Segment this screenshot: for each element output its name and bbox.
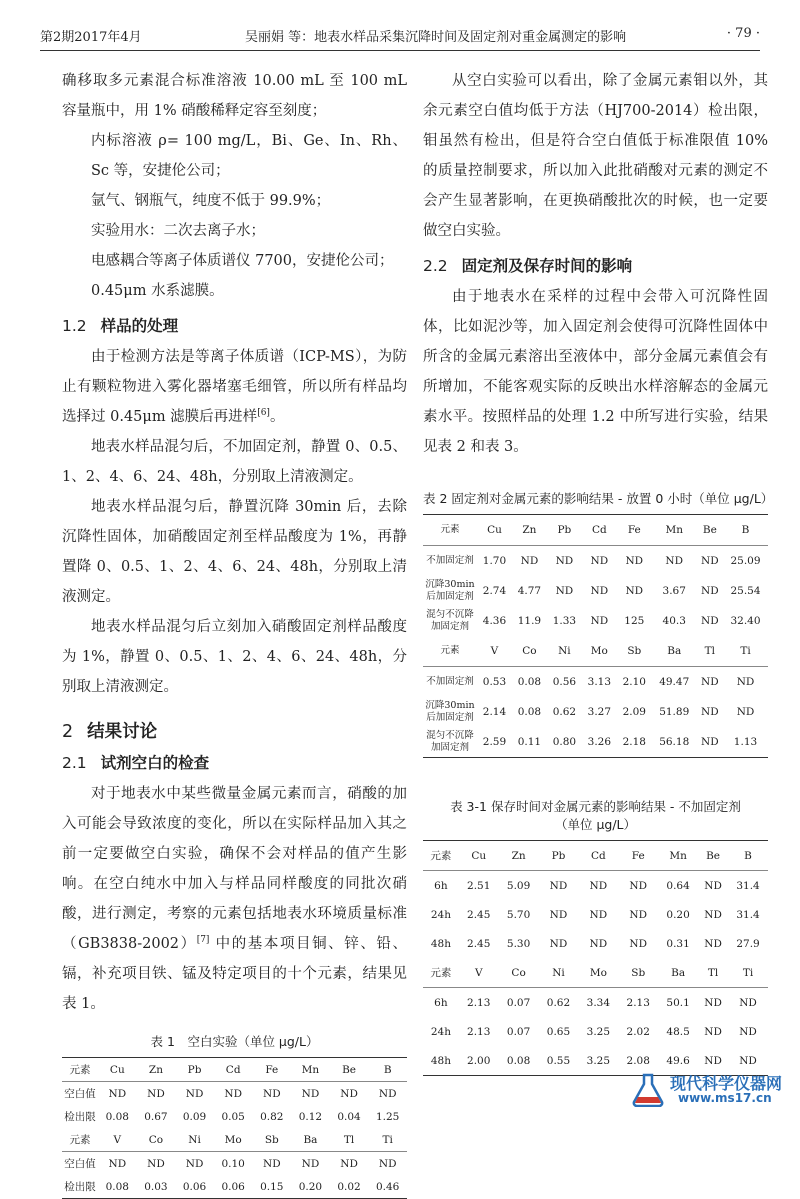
table-cell: Zn xyxy=(522,524,537,536)
table-cell: ND xyxy=(701,706,719,718)
row-header-cell: 元素 xyxy=(69,1064,91,1076)
watermark-site-name: 现代科学仪器网 xyxy=(670,1074,783,1093)
row-header-cell: 不加固定剂 xyxy=(426,676,474,687)
list-item: 氩气、钢瓶气，纯度不低于 99.9%； xyxy=(91,193,331,209)
row-header-cell: 48h xyxy=(430,937,451,950)
table-cell: ND xyxy=(625,585,644,597)
section-number: 2.1 xyxy=(62,754,87,772)
table-cell: ND xyxy=(736,676,755,688)
table-cell: ND xyxy=(549,937,568,950)
right-column xyxy=(423,66,774,1076)
table-header-row xyxy=(62,1058,407,1082)
row-header-cell: 48h xyxy=(430,1054,451,1067)
table-cell: 2.45 xyxy=(467,937,491,950)
paragraph: 地表水样品混匀后，不加固定剂，静置 0、0.5、1、2、4、6、24、48h，分别取上清液测定。 xyxy=(62,439,407,485)
table-cell: ND xyxy=(704,908,722,921)
table-cell: 49.47 xyxy=(659,676,690,688)
table-cell: 0.03 xyxy=(144,1180,168,1193)
table-cell: 5.30 xyxy=(506,937,531,950)
table-cell: Fe xyxy=(265,1063,279,1076)
table-cell: Sb xyxy=(631,966,646,979)
table-cell: 2.10 xyxy=(622,676,646,688)
table-cell: 3.13 xyxy=(587,676,612,688)
paragraph: 地表水样品混匀后，静置沉降 30min 后，去除沉降性固体，加硝酸固定剂至样品酸度为 1%，再静置降 0、0.5、1、2、4、6、24、48h，分别取上清液测定。 xyxy=(62,499,407,605)
row-header-cell: 元素 xyxy=(69,1134,91,1146)
table-header-row xyxy=(423,958,768,988)
table-cell: ND xyxy=(589,879,608,892)
table-cell: Zn xyxy=(148,1063,163,1076)
table-row xyxy=(62,1152,407,1176)
table-cell: Ni xyxy=(552,966,565,979)
table-cell: 2.59 xyxy=(482,736,507,748)
table-cell: 4.36 xyxy=(482,615,507,627)
table-caption-line: （单位 μg/L） xyxy=(554,817,637,832)
table-cell: 1.70 xyxy=(482,555,507,567)
table-cell: 0.08 xyxy=(105,1180,129,1193)
table-caption: 表 2 固定剂对金属元素的影响结果 - 放置 0 小时（单位 μg/L） xyxy=(423,491,774,506)
table-row xyxy=(423,988,768,1018)
table-cell: 49.6 xyxy=(666,1054,690,1067)
table-row xyxy=(423,1017,768,1046)
section-title: 结果讨论 xyxy=(87,722,158,742)
paragraph-text: 由于检测方法是等离子体质谱（ICP-MS），为防止有颗粒物进入雾化器堵塞毛细管，所以所有样品均选择过 0.45μm 滤膜后再进样 xyxy=(62,349,407,425)
table-row xyxy=(62,1105,407,1128)
table-cell: ND xyxy=(263,1087,281,1100)
table-row xyxy=(62,1082,407,1106)
table-cell: 11.9 xyxy=(517,615,542,627)
citation: [6] xyxy=(257,408,270,419)
table-cell: ND xyxy=(555,555,574,567)
table-cell: 2.09 xyxy=(622,706,646,718)
running-header xyxy=(40,0,760,51)
table-cell: Ni xyxy=(558,645,571,657)
table-cell: 1.13 xyxy=(733,736,758,748)
table-cell: 2.74 xyxy=(482,585,507,597)
table-cell: Cu xyxy=(471,849,487,862)
table-cell: 50.1 xyxy=(666,996,690,1009)
table-cell: 0.67 xyxy=(144,1110,168,1123)
table-row xyxy=(423,871,768,901)
table-caption-line: 表 3-1 保存时间对金属元素的影响结果 - 不加固定剂 xyxy=(450,799,741,814)
row-header-cell: 元素 xyxy=(430,967,452,979)
row-header-cell: 沉降30min后加固定剂 xyxy=(425,579,475,602)
table-cell: 0.10 xyxy=(221,1157,245,1170)
table-cell: B xyxy=(744,849,752,862)
table-header-row xyxy=(423,841,768,871)
table-cell: 0.07 xyxy=(506,996,531,1009)
fixative-effect-table xyxy=(423,514,768,758)
table-cell: Mn xyxy=(665,524,683,536)
table-cell: Ti xyxy=(740,645,751,657)
left-column xyxy=(62,66,407,1199)
table-cell: Be xyxy=(342,1063,357,1076)
table-cell: 0.05 xyxy=(221,1110,245,1123)
table-cell: 0.08 xyxy=(517,676,542,688)
section-number: 2.2 xyxy=(423,257,448,275)
table-cell: ND xyxy=(590,555,609,567)
table-cell: Sb xyxy=(264,1133,279,1146)
table-cell: 0.15 xyxy=(260,1180,284,1193)
table-cell: 0.08 xyxy=(506,1054,531,1067)
table-cell: Mo xyxy=(590,645,608,657)
table-cell: 0.53 xyxy=(482,676,507,688)
table-cell: 0.11 xyxy=(517,736,542,748)
table-cell: ND xyxy=(589,937,608,950)
table-cell: ND xyxy=(704,996,722,1009)
table-cell: Cd xyxy=(591,524,607,536)
table-cell: ND xyxy=(701,736,719,748)
table-cell: 0.06 xyxy=(182,1180,207,1193)
list-item: 0.45μm 水系滤膜。 xyxy=(91,283,224,299)
table-cell: 0.04 xyxy=(337,1110,361,1123)
table-cell: Cd xyxy=(590,849,606,862)
table-cell: ND xyxy=(520,555,539,567)
table-cell: 0.46 xyxy=(375,1180,400,1193)
table-cell: 25.54 xyxy=(730,585,761,597)
table-caption: 表 1 空白实验（单位 μg/L） xyxy=(150,1034,319,1049)
table-cell: 25.09 xyxy=(730,555,761,567)
table-cell: 0.31 xyxy=(666,937,690,950)
table-cell: Ba xyxy=(671,966,686,979)
table-cell: ND xyxy=(263,1157,281,1170)
table-cell: 0.62 xyxy=(552,706,577,718)
table-cell: 5.70 xyxy=(506,908,531,921)
section-title: 试剂空白的检查 xyxy=(100,754,210,772)
row-header-cell: 空白值 xyxy=(64,1088,96,1100)
table-header-row xyxy=(423,515,768,546)
table-cell: 2.45 xyxy=(467,908,491,921)
table-cell: 5.09 xyxy=(506,879,531,892)
table-cell: Ni xyxy=(188,1133,201,1146)
section-heading-2-1 xyxy=(62,751,407,773)
table-cell: 27.9 xyxy=(736,937,760,950)
paragraph-text: 。 xyxy=(269,409,285,425)
row-header-cell: 检出限 xyxy=(64,1181,96,1193)
table-cell: Mo xyxy=(589,966,607,979)
table-cell: V xyxy=(474,966,483,979)
table-cell: ND xyxy=(629,908,648,921)
table-cell: ND xyxy=(378,1087,397,1100)
journal-issue: 第2期2017年4月 xyxy=(40,30,142,45)
table-cell: 0.08 xyxy=(517,706,542,718)
table-cell: ND xyxy=(704,1025,722,1038)
paragraph: 由于地表水在采样的过程中会带入可沉降性固体，比如泥沙等，加入固定剂会使得可沉降性固体中所含的金属元素溶出至液体中，部分金属元素值会有所增加，不能客观实际的反映出水样溶解态的金属元素水平。按照样品的处理 1.2 中所写进行实验，结果见表 2 和表 3。 xyxy=(423,289,768,455)
table-cell: 2.18 xyxy=(622,736,646,748)
table-cell: 0.09 xyxy=(182,1110,207,1123)
table-cell: Co xyxy=(522,645,537,657)
table-cell: ND xyxy=(590,615,609,627)
table-cell: 32.40 xyxy=(730,615,761,627)
section-number: 1.2 xyxy=(62,317,87,335)
row-header-cell: 元素 xyxy=(440,645,460,656)
table-cell: Sb xyxy=(627,645,642,657)
table-cell: ND xyxy=(629,879,648,892)
table-cell: Cu xyxy=(487,524,502,536)
paragraph-text: 中的基本项目铜、锌、铅、镉，补充项目铁、锰及特定项目的十个元素，结果见表 1。 xyxy=(62,936,407,1012)
table-cell: 3.34 xyxy=(586,996,611,1009)
table-row xyxy=(423,667,768,698)
table-cell: 0.55 xyxy=(546,1054,571,1067)
table-header-row xyxy=(62,1128,407,1152)
table-cell: ND xyxy=(701,555,719,567)
table-cell: ND xyxy=(378,1157,397,1170)
row-header-cell: 6h xyxy=(434,879,448,892)
table-cell: 31.4 xyxy=(736,879,760,892)
table-cell: ND xyxy=(739,1054,757,1067)
table-cell: 0.20 xyxy=(298,1180,323,1193)
table-cell: Tl xyxy=(704,645,716,657)
table-cell: ND xyxy=(549,908,568,921)
table-cell: 0.64 xyxy=(666,879,690,892)
table-cell: ND xyxy=(739,1025,757,1038)
table-cell: 0.82 xyxy=(260,1110,284,1123)
table-cell: 3.27 xyxy=(587,706,612,718)
site-watermark xyxy=(626,1069,796,1111)
table-cell: Be xyxy=(702,524,717,536)
table-cell: 0.02 xyxy=(337,1180,361,1193)
table-cell: Cu xyxy=(109,1063,125,1076)
table-cell: Pb xyxy=(557,524,572,536)
table-row xyxy=(423,546,768,577)
table-cell: V xyxy=(113,1133,122,1146)
table-cell: 3.25 xyxy=(586,1054,611,1067)
row-header-cell: 6h xyxy=(434,996,448,1009)
table-cell: Tl xyxy=(707,966,719,979)
row-header-cell: 不加固定剂 xyxy=(426,555,474,566)
storage-time-table xyxy=(423,840,768,1076)
table-cell: 31.4 xyxy=(736,908,760,921)
table-cell: 1.33 xyxy=(552,615,577,627)
table-cell: Mn xyxy=(301,1063,320,1076)
watermark-url: www.ms17.cn xyxy=(678,1091,772,1105)
table-cell: ND xyxy=(701,585,719,597)
table-cell: ND xyxy=(704,1054,722,1067)
table-cell: 0.12 xyxy=(298,1110,323,1123)
table-cell: Co xyxy=(148,1133,164,1146)
table-row xyxy=(423,576,768,606)
table-row xyxy=(423,727,768,758)
table-cell: ND xyxy=(301,1157,320,1170)
table-cell: ND xyxy=(185,1157,204,1170)
table-cell: 2.13 xyxy=(626,996,650,1009)
table-cell: ND xyxy=(701,676,719,688)
table-cell: Mo xyxy=(224,1133,242,1146)
paragraph-continued: 确移取多元素混合标准溶液 10.00 mL 至 100 mL 容量瓶中，用 1% 硝酸稀释定容至刻度； xyxy=(62,73,407,119)
table-cell: 0.07 xyxy=(506,1025,531,1038)
table-cell: 0.08 xyxy=(105,1110,129,1123)
table-cell: Ti xyxy=(382,1133,393,1146)
table-cell: B xyxy=(741,524,750,536)
table-cell: Ba xyxy=(303,1133,318,1146)
table-cell: 3.26 xyxy=(587,736,612,748)
table-cell: ND xyxy=(704,937,722,950)
flask-logo-icon xyxy=(628,1073,668,1107)
page-number: · 79 · xyxy=(726,26,760,41)
table-cell: ND xyxy=(108,1087,127,1100)
table-cell: ND xyxy=(555,585,574,597)
paragraph: 地表水样品混匀后立刻加入硝酸固定剂样品酸度为 1%，静置 0、0.5、1、2、4、6、24、48h，分别取上清液测定。 xyxy=(62,619,407,695)
paragraph xyxy=(62,779,407,1019)
table-cell: 2.02 xyxy=(626,1025,650,1038)
section-heading-2-2 xyxy=(423,254,768,276)
table-cell: 2.51 xyxy=(467,879,491,892)
table-cell: 2.14 xyxy=(482,706,507,718)
section-number: 2 xyxy=(62,722,74,742)
row-header-cell: 检出限 xyxy=(64,1111,96,1123)
table-row xyxy=(423,929,768,958)
table-cell: ND xyxy=(185,1087,204,1100)
row-header-cell: 24h xyxy=(430,908,451,921)
table-cell: ND xyxy=(147,1157,165,1170)
row-header-cell: 24h xyxy=(430,1025,451,1038)
table-cell: Mn xyxy=(669,849,687,862)
table-cell: 40.3 xyxy=(662,615,686,627)
table-cell: 56.18 xyxy=(659,736,690,748)
table-cell: 0.20 xyxy=(666,908,690,921)
table-cell: Cd xyxy=(225,1063,241,1076)
table-cell: 1.25 xyxy=(375,1110,400,1123)
row-header-cell: 元素 xyxy=(440,524,460,535)
row-header-cell: 沉降30min后加固定剂 xyxy=(425,700,475,723)
table-cell: 4.77 xyxy=(517,585,542,597)
table-cell: 0.62 xyxy=(546,996,571,1009)
article-running-title: 吴丽娟 等：地表水样品采集沉降时间及固定剂对重金属测定的影响 xyxy=(245,30,627,45)
table-cell: Be xyxy=(706,849,721,862)
row-header-cell: 混匀不沉降加固定剂 xyxy=(426,609,474,632)
table-cell: ND xyxy=(736,706,755,718)
table-cell: 0.06 xyxy=(221,1180,245,1193)
list-item: 内标溶液 ρ= 100 mg/L，Bi、Ge、In、Rh、Sc 等，安捷伦公司； xyxy=(91,133,407,179)
table-row xyxy=(423,606,768,636)
section-title: 固定剂及保存时间的影响 xyxy=(461,257,633,275)
table-cell: Fe xyxy=(627,524,641,536)
table-cell: ND xyxy=(739,996,757,1009)
table-cell: ND xyxy=(549,879,568,892)
table-cell: ND xyxy=(589,908,608,921)
table-row xyxy=(62,1175,407,1199)
table-cell: ND xyxy=(224,1087,242,1100)
table-cell: ND xyxy=(301,1087,320,1100)
row-header-cell: 混匀不沉降加固定剂 xyxy=(426,730,474,753)
list-item: 电感耦合等离子体质谱仪 7700，安捷伦公司； xyxy=(91,253,394,269)
table-cell: Tl xyxy=(343,1133,355,1146)
table-cell: 51.89 xyxy=(659,706,690,718)
table-cell: Pb xyxy=(551,849,566,862)
table-cell: ND xyxy=(340,1157,358,1170)
table-cell: Ti xyxy=(742,966,754,979)
table-cell: Co xyxy=(511,966,526,979)
table-cell: Pb xyxy=(187,1063,202,1076)
list-item: 实验用水：二次去离子水； xyxy=(91,223,265,239)
paragraph: 从空白实验可以看出，除了金属元素钼以外，其余元素空白值均低于方法（HJ700-2014）检出限，钼虽然有检出，但是符合空白值低于标准限值 10% 的质量控制要求，所以加入此批硝酸对元素的测定不会产生显著影响，在更换硝酸批次的时候，也一定要做空白实验。 xyxy=(423,73,768,239)
row-header-cell: 元素 xyxy=(430,850,452,862)
table-cell: Ba xyxy=(667,645,682,657)
table-cell: ND xyxy=(704,879,722,892)
section-title: 样品的处理 xyxy=(100,317,179,335)
table-cell: ND xyxy=(147,1087,165,1100)
blank-test-table xyxy=(62,1057,407,1199)
table-cell: ND xyxy=(590,585,609,597)
table-cell: 48.5 xyxy=(666,1025,690,1038)
table-cell: 2.13 xyxy=(467,996,491,1009)
section-heading-2 xyxy=(62,718,407,743)
table-cell: 2.13 xyxy=(467,1025,491,1038)
paragraph xyxy=(62,342,407,432)
table-cell: Zn xyxy=(511,849,526,862)
table-cell: 2.08 xyxy=(626,1054,650,1067)
table-cell: 3.25 xyxy=(586,1025,611,1038)
table-cell: ND xyxy=(629,937,648,950)
table-cell: ND xyxy=(340,1087,358,1100)
table-cell: ND xyxy=(625,555,644,567)
table-caption xyxy=(423,798,768,834)
table-cell: V xyxy=(490,645,499,657)
row-header-cell: 空白值 xyxy=(64,1158,96,1170)
table-cell: B xyxy=(383,1063,392,1076)
table-cell: 3.67 xyxy=(662,585,686,597)
table-row xyxy=(423,697,768,727)
table-cell: ND xyxy=(665,555,684,567)
table-cell: 0.56 xyxy=(552,676,577,688)
table-cell: ND xyxy=(108,1157,127,1170)
table-row xyxy=(423,900,768,929)
table-cell: 0.80 xyxy=(552,736,577,748)
citation: [7] xyxy=(196,935,210,946)
paragraph-text: 对于地表水中某些微量金属元素而言，硝酸的加入可能会导致浓度的变化，所以在实际样品加入其之前一定要做空白实验，确保不会对样品的值产生影响。在空白纯水中加入与样品同样酸度的同批次硝酸，进行测定，考察的元素包括地表水环境质量标准（GB3838-2002） xyxy=(62,786,407,952)
table-cell: ND xyxy=(701,615,719,627)
section-heading-1-2 xyxy=(62,314,407,336)
table-header-row xyxy=(423,636,768,667)
table-cell: 2.00 xyxy=(467,1054,491,1067)
table-cell: 0.65 xyxy=(546,1025,571,1038)
table-cell: 125 xyxy=(624,615,645,627)
table-cell: Fe xyxy=(631,849,645,862)
